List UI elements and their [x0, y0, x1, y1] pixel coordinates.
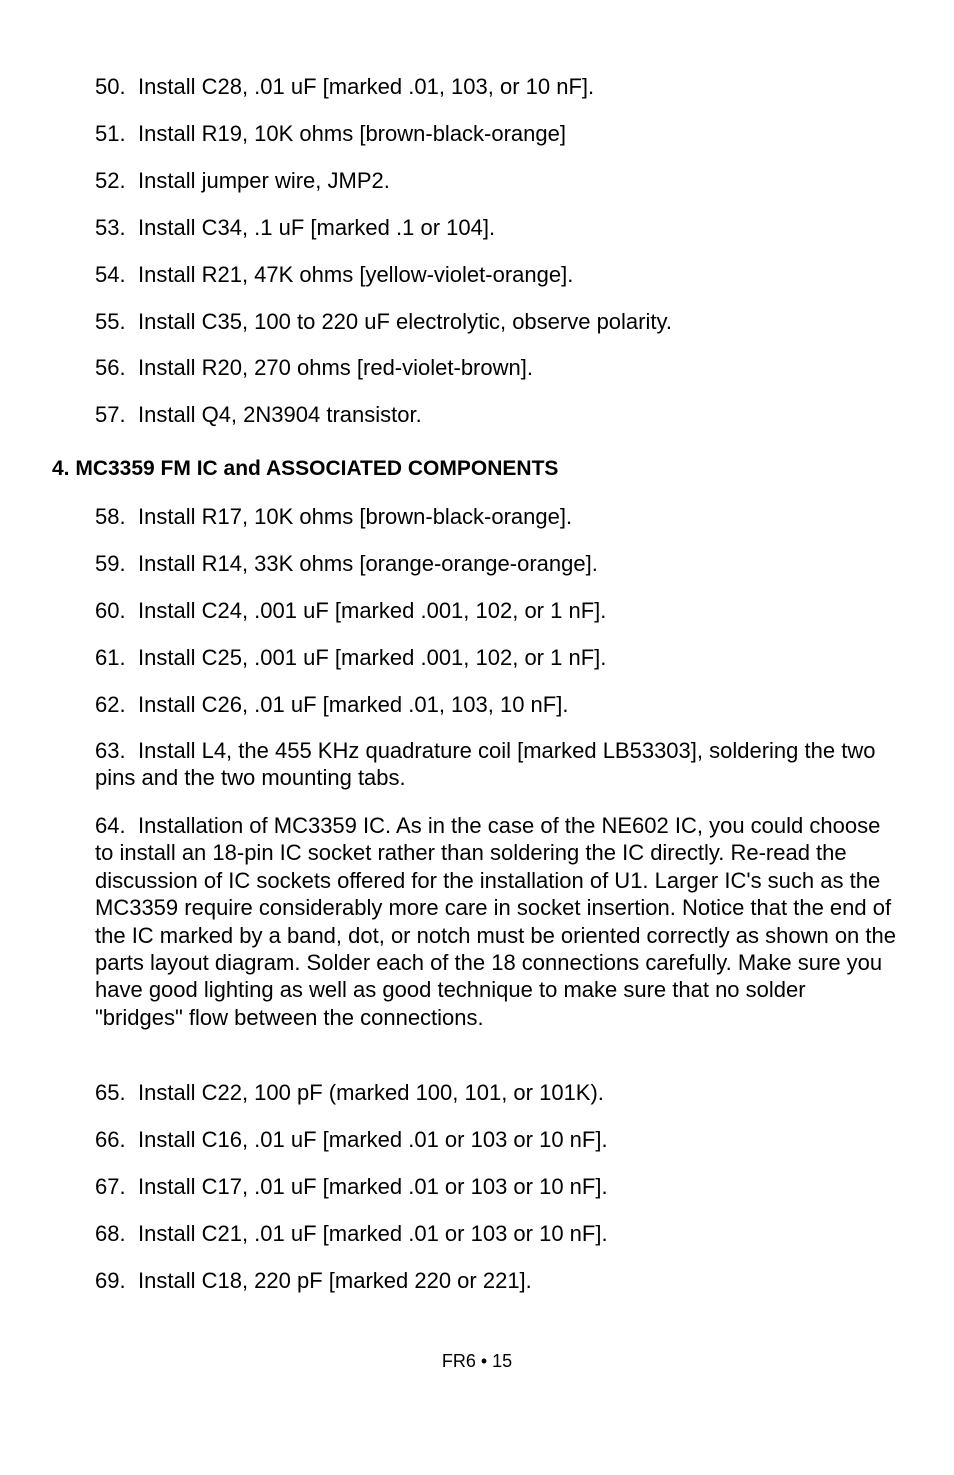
step-text: Install C16, .01 uF [marked .01 or 103 or 10 nF].: [138, 1127, 608, 1152]
step-paragraph: [95, 812, 897, 1031]
step-text: Install C21, .01 uF [marked .01 or 103 or 10 nF].: [138, 1221, 608, 1246]
step-number: 50.: [95, 74, 126, 99]
step-text: Install R20, 270 ohms [red-violet-brown].: [138, 355, 533, 380]
step-number: 57.: [95, 402, 126, 427]
step-item: [95, 597, 606, 624]
step-item: [95, 691, 568, 718]
step-number: 56.: [95, 355, 126, 380]
step-item: [95, 1079, 604, 1106]
step-item: [95, 1267, 532, 1294]
step-text: Install R14, 33K ohms [orange-orange-orange].: [138, 551, 598, 576]
step-number: 54.: [95, 262, 126, 287]
step-item: [95, 167, 390, 194]
step-number: 51.: [95, 121, 126, 146]
step-number: 55.: [95, 309, 126, 334]
step-item: [95, 1126, 608, 1153]
step-text: Install C25, .001 uF [marked .001, 102, or 1 nF].: [138, 645, 607, 670]
step-number: 63.: [95, 738, 126, 763]
step-item: [95, 73, 594, 100]
step-text: Install R19, 10K ohms [brown-black-orange]: [138, 121, 566, 146]
step-number: 66.: [95, 1127, 126, 1152]
step-text: Install L4, the 455 KHz quadrature coil [marked LB53303], soldering the two pins and the two mounting tabs.: [95, 738, 876, 791]
step-item: [95, 644, 606, 671]
step-item: [95, 503, 572, 530]
step-text: Install C26, .01 uF [marked .01, 103, 10 nF].: [138, 692, 569, 717]
page-footer: FR6 • 15: [441, 1351, 513, 1371]
step-text: Install C34, .1 uF [marked .1 or 104].: [138, 215, 496, 240]
step-text: Install C17, .01 uF [marked .01 or 103 or 10 nF].: [138, 1174, 608, 1199]
step-number: 69.: [95, 1268, 126, 1293]
step-item: [95, 401, 422, 428]
step-number: 58.: [95, 504, 126, 529]
step-text: Install C22, 100 pF (marked 100, 101, or 101K).: [138, 1080, 604, 1105]
step-text: Install R17, 10K ohms [brown-black-orange].: [138, 504, 573, 529]
step-item: [95, 354, 533, 381]
step-paragraph: [95, 737, 885, 792]
step-number: 59.: [95, 551, 126, 576]
step-text: Install Q4, 2N3904 transistor.: [138, 402, 422, 427]
step-number: 53.: [95, 215, 126, 240]
step-number: 64.: [95, 813, 126, 838]
step-text: Install C28, .01 uF [marked .01, 103, or 10 nF].: [138, 74, 595, 99]
step-item: [95, 1220, 608, 1247]
section-heading: 4. MC3359 FM IC and ASSOCIATED COMPONENTS: [52, 457, 559, 480]
step-item: [95, 1173, 608, 1200]
step-text: Install C24, .001 uF [marked .001, 102, or 1 nF].: [138, 598, 607, 623]
step-item: [95, 550, 598, 577]
step-text: Install jumper wire, JMP2.: [138, 168, 390, 193]
step-number: 68.: [95, 1221, 126, 1246]
step-number: 62.: [95, 692, 126, 717]
step-item: [95, 308, 672, 335]
step-item: [95, 120, 566, 147]
step-text: Installation of MC3359 IC. As in the case of the NE602 IC, you could choose to install an 18-pin IC socket rather than soldering the IC directly. Re-read the discussion of IC sockets offered for the installation of U1. Larger IC's such as the MC3359 require considerably more care in socket insertion. Notice that the end of the IC marked by a band, dot, or notch must be oriented correctly as shown on the parts layout diagram. Solder each of the 18 connections carefully. Make sure you have good lighting as well as good technique to make sure that no solder "bridges" flow between the connections.: [95, 813, 896, 1030]
step-number: 67.: [95, 1174, 126, 1199]
step-text: Install R21, 47K ohms [yellow-violet-orange].: [138, 262, 574, 287]
step-number: 61.: [95, 645, 126, 670]
step-text: Install C35, 100 to 220 uF electrolytic, observe polarity.: [138, 309, 672, 334]
step-item: [95, 261, 573, 288]
step-number: 65.: [95, 1080, 126, 1105]
step-text: Install C18, 220 pF [marked 220 or 221].: [138, 1268, 532, 1293]
step-item: [95, 214, 495, 241]
step-number: 52.: [95, 168, 126, 193]
step-number: 60.: [95, 598, 126, 623]
